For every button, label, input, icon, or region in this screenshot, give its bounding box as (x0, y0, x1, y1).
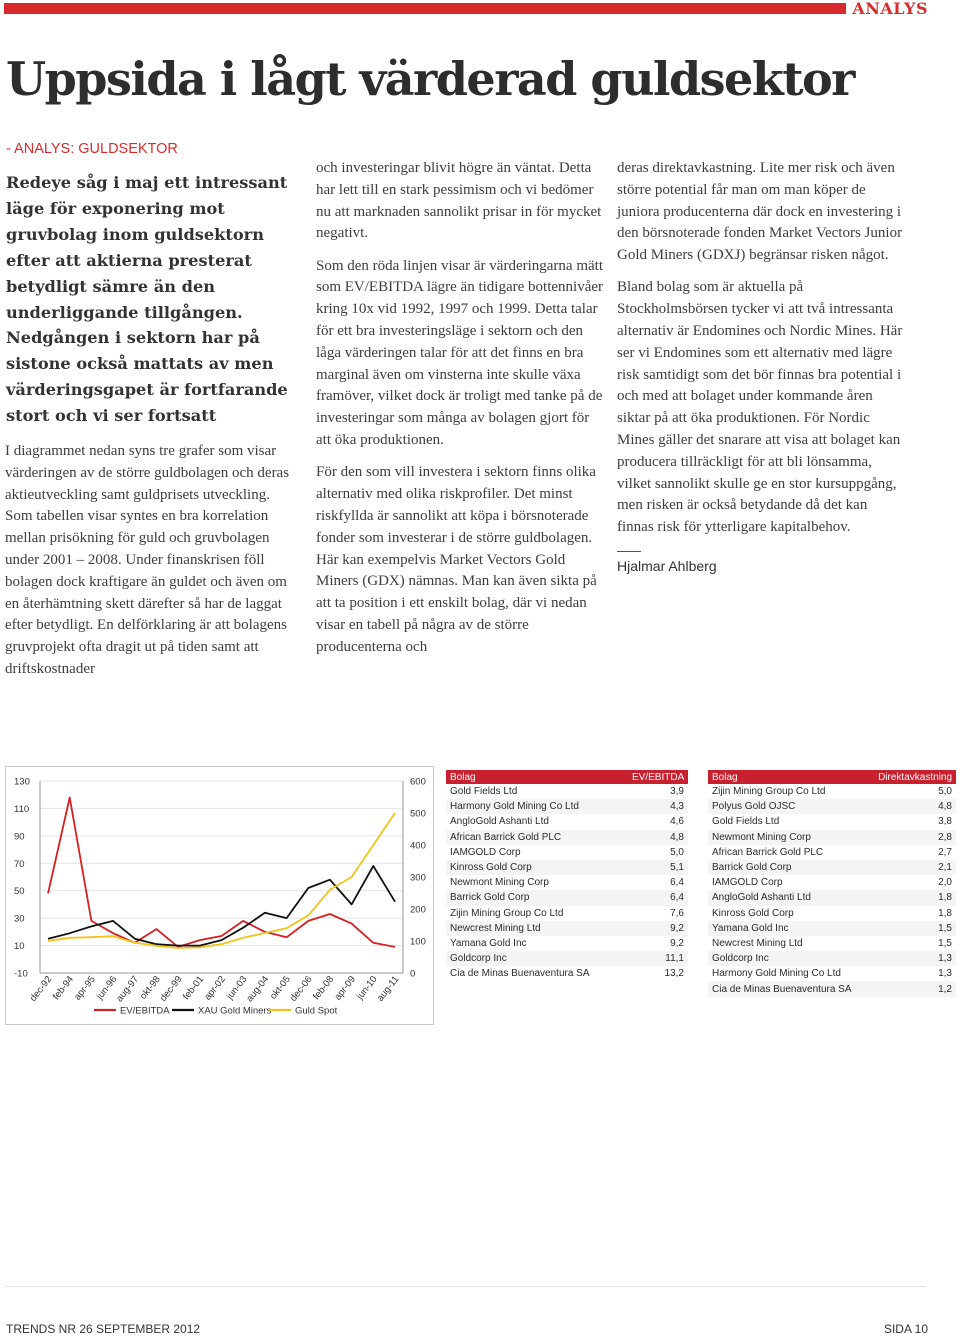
value-cell: 9,2 (628, 936, 688, 951)
value-cell: 2,8 (868, 830, 956, 845)
company-cell: Barrick Gold Corp (446, 890, 628, 905)
byline-rule (617, 551, 641, 552)
table-row (708, 966, 956, 981)
table-row (708, 799, 956, 814)
value-cell: 1,8 (868, 906, 956, 921)
left-axis-tick-label: 30 (14, 913, 25, 925)
footer-page-number: SIDA 10 (883, 1322, 928, 1336)
company-cell: Harmony Gold Mining Co Ltd (446, 799, 628, 814)
table-row (708, 814, 956, 829)
x-axis-tick-label: aug-04 (244, 974, 272, 1005)
x-axis-tick-label: feb-08 (311, 974, 337, 1003)
footer-divider (6, 1286, 926, 1287)
company-cell: Yamana Gold Inc (446, 936, 628, 951)
table-header-metric: EV/EBITDA (628, 770, 688, 784)
top-accent-bar (4, 3, 846, 14)
x-axis-tick-label: dec-06 (288, 974, 315, 1004)
dividend-yield-table (708, 770, 956, 997)
table-row (446, 890, 688, 905)
article-ingress: Redeye såg i maj ett intressant läge för exponering mot gruvbolag inom guldsektorn efter att aktierna presterat betydligt sämre än den underliggande tillgången. Nedgången i sektorn har på sistone också mattats av men värderingsgapet är fortfarande stort och vi ser fortsatt (6, 173, 288, 426)
table-row (446, 830, 688, 845)
x-axis-tick-label: feb-94 (50, 974, 77, 1003)
chart-canvas (6, 767, 433, 1024)
value-cell: 2,7 (868, 845, 956, 860)
value-cell: 2,0 (868, 875, 956, 890)
company-cell: AngloGold Ashanti Ltd (446, 814, 628, 829)
company-cell: Yamana Gold Inc (708, 921, 868, 936)
table-row (708, 860, 956, 875)
paragraph: deras direktavkastning. Lite mer risk och även större potential får man om man köper de juniora producenterna där dock en investering i den börsnoterade fonden Market Vectors Junior Gold Miners (GDXJ) begränsar risken något. (617, 160, 903, 264)
left-axis-tick-label: 130 (14, 776, 30, 788)
right-axis-tick-label: 0 (410, 968, 416, 980)
legend-label: Guld Spot (295, 1005, 338, 1017)
legend-label: XAU Gold Miners (198, 1005, 272, 1017)
x-axis-tick-label: dec-99 (157, 974, 185, 1004)
table-row (446, 921, 688, 936)
table-row (708, 921, 956, 936)
value-cell: 1,2 (868, 981, 956, 996)
table-row (708, 784, 956, 799)
table-row (446, 799, 688, 814)
company-cell: Newmont Mining Corp (446, 875, 628, 890)
x-axis-tick-label: feb-01 (180, 974, 207, 1003)
value-cell: 4,6 (628, 814, 688, 829)
value-cell: 6,4 (628, 890, 688, 905)
company-cell: Zijin Mining Group Co Ltd (446, 906, 628, 921)
series-line-xau-gold-miners (48, 866, 395, 946)
company-cell: Polyus Gold OJSC (708, 799, 868, 814)
byline: Hjalmar Ahlberg (617, 558, 717, 575)
paragraph: och investeringar blivit högre än väntat. Detta har lett till en stark pessimism och vi bedömer nu att marknaden sannolikt prisar in för mycket negativt. (316, 160, 602, 242)
table-row (708, 845, 956, 860)
table-row (446, 875, 688, 890)
value-cell: 3,8 (868, 814, 956, 829)
x-axis-tick-label: apr-02 (202, 974, 228, 1003)
body-column-1 (5, 441, 295, 691)
x-axis-tick-label: dec-92 (27, 974, 55, 1004)
table-row (708, 906, 956, 921)
company-cell: Barrick Gold Corp (708, 860, 868, 875)
left-axis-tick-label: 10 (14, 941, 25, 953)
company-cell: African Barrick Gold PLC (446, 830, 628, 845)
table-row (446, 951, 688, 966)
table-row (446, 814, 688, 829)
left-axis-tick-label: 110 (14, 803, 30, 815)
left-axis-tick-label: -10 (14, 968, 28, 980)
table-row (446, 906, 688, 921)
company-cell: Goldcorp Inc (446, 951, 628, 966)
x-axis-tick-label: apr-95 (72, 974, 98, 1003)
value-cell: 9,2 (628, 921, 688, 936)
value-cell: 4,3 (628, 799, 688, 814)
table-row (708, 830, 956, 845)
value-cell: 13,2 (628, 966, 688, 981)
value-cell: 5,0 (628, 845, 688, 860)
value-cell: 4,8 (628, 830, 688, 845)
x-axis-tick-label: okt-98 (137, 974, 163, 1002)
company-cell: Gold Fields Ltd (446, 784, 628, 799)
table-header-company: Bolag (446, 770, 628, 784)
company-cell: Newcrest Mining Ltd (708, 936, 868, 951)
body-column-2 (316, 158, 606, 669)
gold-sector-chart (5, 766, 434, 1025)
x-axis-tick-label: jun-03 (224, 974, 250, 1002)
company-cell: Newmont Mining Corp (708, 830, 868, 845)
article-kicker: - ANALYS: GULDSEKTOR (6, 141, 178, 157)
company-cell: Goldcorp Inc (708, 951, 868, 966)
paragraph: Bland bolag som är aktuella på Stockholmsbörsen tycker vi att två intressanta alternativ är Endomines och Nordic Mines. Här ser vi Endomines som ett alternativ med lägre risk samtidigt som det bör finnas bra potential i och med att bolaget under kommande åren siktar på att öka produktionen. För Nordic Mines gäller det snarare att visa att bolaget kan producera tillräckligt för att bli lönsamma, vilket sannolikt skulle ge en stor kursuppgång, men risken är också betydande då det kan finnas risk för ytterligare kapitalbehov. (617, 279, 903, 536)
table-row (708, 981, 956, 996)
section-label: ANALYS (852, 0, 928, 18)
value-cell: 1,8 (868, 890, 956, 905)
paragraph: Som den röda linjen visar är värderingarna mätt som EV/EBITDA lägre än tidigare bottennivåer kring 10x vid 1992, 1997 och 1999. Detta talar för ett bra investeringsläge i sektorn och den låga värderingen talar för att det finns en bra marginal även om vinsterna inte skulle växa framöver, vilket dock är troligt med tanke på de investeringar som många av bolagen gjort för att öka produktionen. (316, 257, 603, 449)
x-axis-tick-label: apr-09 (332, 974, 358, 1003)
table-row (446, 845, 688, 860)
table-row (708, 936, 956, 951)
series-line-guld-spot (48, 813, 395, 948)
right-axis-tick-label: 200 (410, 904, 426, 916)
left-axis-tick-label: 70 (14, 858, 25, 870)
value-cell: 11,1 (628, 951, 688, 966)
right-axis-tick-label: 500 (410, 808, 426, 820)
company-cell: Zijin Mining Group Co Ltd (708, 784, 868, 799)
company-cell: Kinross Gold Corp (446, 860, 628, 875)
x-axis-tick-label: aug-97 (114, 974, 142, 1005)
value-cell: 1,5 (868, 921, 956, 936)
right-axis-tick-label: 400 (410, 840, 426, 852)
right-axis-tick-label: 100 (410, 936, 426, 948)
value-cell: 5,0 (868, 784, 956, 799)
value-cell: 7,6 (628, 906, 688, 921)
company-cell: Harmony Gold Mining Co Ltd (708, 966, 868, 981)
table-row (708, 890, 956, 905)
company-cell: AngloGold Ashanti Ltd (708, 890, 868, 905)
value-cell: 6,4 (628, 875, 688, 890)
table-header-row (446, 770, 688, 784)
page-title: Uppsida i lågt värderad guldsektor (6, 52, 854, 106)
table-row (446, 966, 688, 981)
value-cell: 3,9 (628, 784, 688, 799)
value-cell: 1,5 (868, 936, 956, 951)
x-axis-tick-label: okt-05 (268, 974, 293, 1002)
value-cell: 4,8 (868, 799, 956, 814)
table-row (708, 951, 956, 966)
company-cell: Cia de Minas Buenaventura SA (708, 981, 868, 996)
x-axis-tick-label: jun-96 (94, 974, 120, 1002)
left-axis-tick-label: 50 (14, 886, 25, 898)
left-axis-tick-label: 90 (14, 831, 25, 843)
footer-publication: TRENDS NR 26 SEPTEMBER 2012 (6, 1322, 201, 1336)
x-axis-tick-label: jun-10 (354, 974, 380, 1002)
value-cell: 1,3 (868, 951, 956, 966)
x-axis-tick-label: aug-11 (374, 974, 402, 1004)
company-cell: IAMGOLD Corp (446, 845, 628, 860)
value-cell: 2,1 (868, 860, 956, 875)
company-cell: IAMGOLD Corp (708, 875, 868, 890)
ev-ebitda-table (446, 770, 688, 981)
company-cell: Cia de Minas Buenaventura SA (446, 966, 628, 981)
company-cell: Gold Fields Ltd (708, 814, 868, 829)
right-axis-tick-label: 600 (410, 776, 426, 788)
value-cell: 1,3 (868, 966, 956, 981)
paragraph: För den som vill investera i sektorn finns olika alternativ med olika riskprofiler. Det minst riskfyllda är sannolikt att köpa i börsnoterade fonder som investerar i de större guldbolagen. Här kan exempelvis Market Vectors Gold Miners (GDX) nämnas. Man kan även sikta på att ta position i ett enskilt bolag, där vi nedan visar en tabell på några av de större producenterna och (316, 464, 597, 655)
company-cell: African Barrick Gold PLC (708, 845, 868, 860)
table-header-metric: Direktavkastning (868, 770, 956, 784)
table-header-company: Bolag (708, 770, 868, 784)
table-row (446, 784, 688, 799)
legend-label: EV/EBITDA (120, 1005, 170, 1017)
body-column-3 (617, 158, 907, 578)
right-axis-tick-label: 300 (410, 872, 426, 884)
company-cell: Newcrest Mining Ltd (446, 921, 628, 936)
company-cell: Kinross Gold Corp (708, 906, 868, 921)
table-row (446, 936, 688, 951)
table-header-row (708, 770, 956, 784)
table-row (708, 875, 956, 890)
table-row (446, 860, 688, 875)
paragraph: I diagrammet nedan syns tre grafer som visar värderingen av de större guldbolagen och deras aktieutveckling samt guldprisets utveckling. Som tabellen visar syntes en bra korrelation mellan prisökning för guld och gruvbolagen under 2001 – 2008. Under finanskrisen föll bolagen dock kraftigare än guldet och även om en återhämtning skett därefter så har de laggat efter betydligt. En delförklaring är att bolagens gruvprojekt ofta dragit ut på tiden samt att driftskostnader (5, 443, 290, 677)
value-cell: 5,1 (628, 860, 688, 875)
